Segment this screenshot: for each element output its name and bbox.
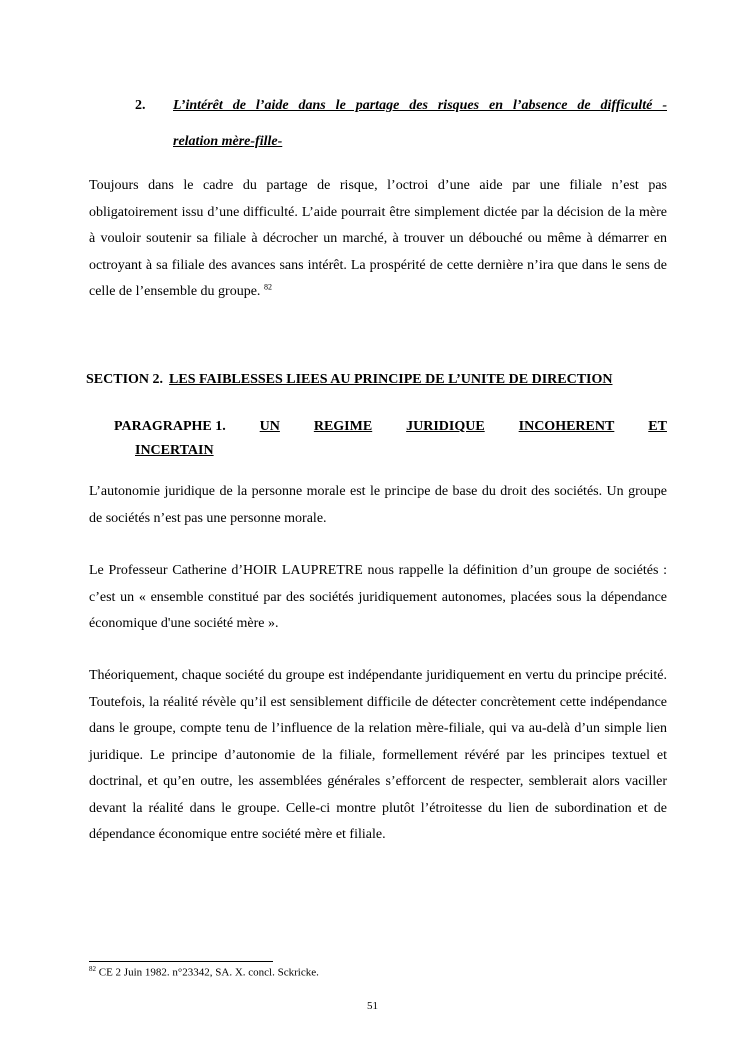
page-number: 51 [367, 1000, 378, 1012]
footnote [89, 965, 319, 979]
footnote-reference[interactable]: 82 [263, 282, 272, 292]
paragraphe-label: PARAGRAPHE 1. [114, 419, 226, 434]
subsection-heading [135, 88, 667, 160]
paragraphe-title-word: INCOHERENT [518, 419, 615, 434]
subsection-title-line2: relation mère-fille- [173, 134, 283, 149]
paragraphe-heading [114, 415, 667, 463]
subsection-number: 2. [135, 98, 146, 113]
section-heading [86, 372, 667, 388]
subsection-title-line1: L’intérêt de l’aide dans le partage des risques en l’absence de difficulté - [173, 98, 667, 113]
paragraph-4-text: Théoriquement, chaque société du groupe est indépendante juridiquement en vertu du principe précité. Toutefois, la réalité révèle qu’il est sensiblement difficile de détecter concrètement cette indépendance dans le groupe, compte tenu de l’influence de la relation mère-filiale, qui va au-delà d’un simple lien juridique. Le principe d’autonomie de la filiale, formellement révéré par les principes textuel et doctrinal, et qu’en outre, les assemblées générales s’efforcent de respecter, semblerait alors vaciller devant la réalité dans le groupe. Celle-ci montre plutôt l’étroitesse du lien de subordination et de dépendance économique entre société mère et filiale. [89, 668, 667, 842]
paragraphe-title-word: REGIME [313, 419, 373, 434]
paragraph-definition [89, 558, 667, 638]
section-label: SECTION 2. [86, 372, 164, 387]
footnote-text: CE 2 Juin 1982. n°23342, SA. X. concl. Sckricke. [98, 966, 319, 979]
footnote-number: 82 [89, 965, 96, 973]
footnote-separator [89, 961, 273, 962]
paragraph-legal-autonomy [89, 479, 667, 532]
paragraphe-title-word: JURIDIQUE [406, 419, 485, 434]
paragraphe-title-word: ET [648, 419, 667, 434]
paragraphe-title-line2: INCERTAIN [135, 443, 214, 458]
paragraph-3-text: Le Professeur Catherine d’HOIR LAUPRETRE nous rappelle la définition d’un groupe de sociétés : c’est un « ensemble constitué par des sociétés juridiquement autonomes, placées sous la dépendance économique d'une société mère ». [89, 563, 667, 631]
paragraph-theory [89, 663, 667, 849]
paragraphe-title-word: UN [259, 419, 280, 434]
paragraph-aid-risk-sharing [89, 173, 667, 306]
section-title: LES FAIBLESSES LIEES AU PRINCIPE DE L’UNITE DE DIRECTION [169, 372, 613, 387]
paragraph-2-text: L’autonomie juridique de la personne morale est le principe de base du droit des sociétés. Un groupe de sociétés n’est pas une personne morale. [89, 484, 667, 526]
paragraph-1-text: Toujours dans le cadre du partage de risque, l’octroi d’une aide par une filiale n’est pas obligatoirement issu d’une difficulté. L’aide pourrait être simplement dictée par la décision de la mère à vouloir soutenir sa filiale à décrocher un marché, à trouver un débouché ou même à démarrer en octroyant à sa filiale des avances sans intérêt. La prospérité de cette dernière n’ira que dans le sens de celle de l’ensemble du groupe. [89, 178, 667, 299]
